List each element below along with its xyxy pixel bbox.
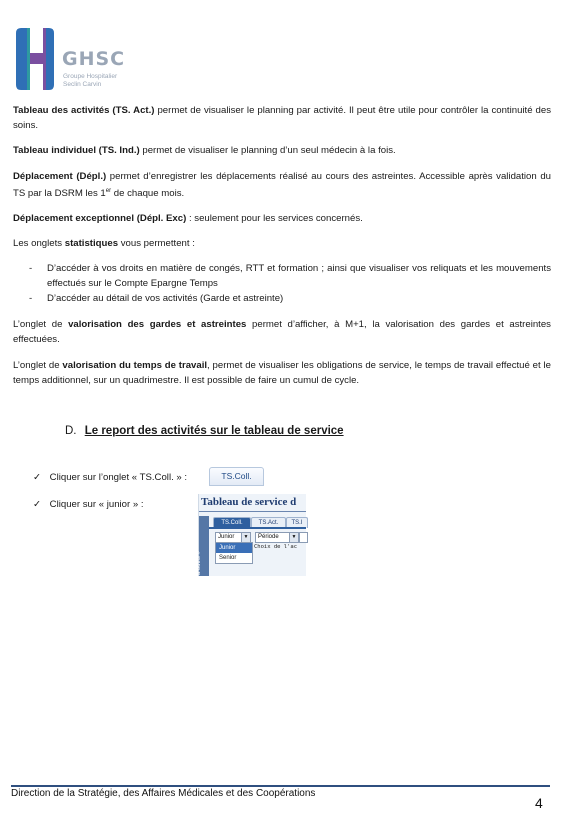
paragraph-text: vous permettent :: [118, 238, 195, 250]
tab-ts-ind[interactable]: TS.I: [286, 517, 308, 528]
paragraph-valorisation-temps: [13, 358, 551, 388]
chevron-down-icon[interactable]: ▼: [289, 533, 298, 542]
logo-subtitle-line2: Seclin Carvin: [63, 80, 102, 88]
logo-subtitle-line1: Groupe Hospitalier: [63, 73, 118, 80]
paragraph-text-before: L’onglet de: [13, 360, 63, 372]
tab-ts-act[interactable]: TS.Act.: [251, 517, 286, 528]
superscript-er: er: [105, 188, 112, 194]
paragraph-statistiques: [13, 236, 551, 251]
term-valorisation-gardes: valorisation des gardes et astreintes: [68, 319, 247, 331]
list-item-text: D’accéder au détail de vos activités (Garde et astreinte): [47, 293, 284, 305]
section-heading: [65, 425, 344, 437]
paragraph-ts-ind: [13, 143, 551, 158]
check-icon: ✓: [33, 472, 42, 483]
paragraph-text: permet d’afficher, à M+1, la valorisation des gardes et astreintes effectuées.: [13, 319, 551, 346]
paragraph-ts-act: [13, 103, 551, 133]
toolbox-sidebar[interactable]: [195, 516, 209, 587]
term-depl-exc: Déplacement exceptionnel (Dépl. Exc): [13, 213, 187, 225]
term-ts-act: Tableau des activités (TS. Act.): [13, 105, 155, 116]
term-ts-ind: Tableau individuel (TS. Ind.): [13, 145, 140, 156]
list-item: [13, 261, 551, 291]
page-number: 4: [535, 795, 543, 811]
logo-name: GHSC: [62, 48, 126, 70]
paragraph-valorisation-gardes: [13, 317, 551, 347]
step-click-junior: [33, 499, 144, 510]
step-click-tscoll: [33, 472, 187, 483]
paragraph-text-before: L’onglet de: [13, 319, 69, 331]
term-valorisation-temps: valorisation du temps de travail: [62, 360, 208, 372]
ghsc-h-icon: [14, 27, 56, 91]
document-body: [13, 103, 551, 388]
option-junior[interactable]: Junior: [216, 543, 252, 553]
list-item: [13, 291, 551, 306]
toolbox-sidebar-label: oîte à outils »: [195, 551, 202, 587]
check-icon: ✓: [33, 499, 42, 510]
tab-ts-coll[interactable]: TS.Coll.: [213, 517, 251, 528]
tab-strip: [209, 527, 306, 529]
list-item-text: D’accéder à vos droits en matière de congés, RTT et formation ; ainsi que visualiser vos reliquats et les mouvements effectués sur le Compte Epargne Temps: [47, 263, 551, 290]
paragraph-text: , permet de visualiser les obligations de service, le temps de travail effectué et le temps additionnel, sur un quadrimestre. Il est possible de faire un cumul de cycle.: [13, 360, 551, 387]
period-select[interactable]: [255, 532, 299, 543]
grade-select-value: Junior: [218, 534, 235, 540]
statistics-list: [13, 261, 551, 306]
section-title: Le report des activités sur le tableau de service: [84, 425, 344, 437]
option-senior[interactable]: Senior: [219, 555, 237, 561]
footer-text: Direction de la Stratégie, des Affaires Médicales et des Coopérations: [11, 788, 316, 799]
ghsc-logo: [14, 27, 124, 92]
paragraph-text: permet d’enregistrer les déplacements réalisé au cours des astreintes. Accessible après validation du TS par la DSRM les 1: [13, 171, 551, 200]
list-dash: -: [29, 263, 33, 275]
paragraph-depl-exc: [13, 211, 551, 226]
screenshot-title: Tableau de service d: [201, 496, 297, 508]
section-letter: D.: [65, 425, 77, 437]
choice-activity-text: Choix de l'ac: [254, 544, 298, 550]
chevron-down-icon[interactable]: ▼: [241, 533, 250, 542]
step-text: Cliquer sur « junior » :: [49, 499, 144, 510]
paragraph-text: permet de visualiser le planning d’un seul médecin à la fois.: [139, 145, 396, 156]
tscoll-tab-button[interactable]: TS.Coll.: [209, 467, 264, 486]
paragraph-text: : seulement pour les services concernés.: [186, 213, 363, 225]
footer-divider: [11, 785, 550, 787]
list-dash: -: [29, 293, 33, 305]
screenshot-title-underline: [199, 511, 306, 512]
term-depl: Déplacement (Dépl.): [13, 171, 107, 182]
paragraph-text-after: de chaque mois.: [111, 188, 185, 200]
step-text: Cliquer sur l’onglet « TS.Coll. » :: [49, 472, 188, 483]
paragraph-text-before: Les onglets: [13, 238, 65, 250]
logo-subtitle: [63, 73, 117, 88]
tableau-service-screenshot: [195, 494, 306, 587]
paragraph-text: permet de visualiser le planning par activité. Il peut être utile pour contrôler la continuité des soins.: [13, 105, 551, 131]
period-select-value: Période: [258, 534, 279, 540]
paragraph-depl: [13, 169, 551, 201]
grade-dropdown-options: [215, 542, 253, 564]
term-statistiques: statistiques: [64, 238, 119, 250]
extra-select-stub[interactable]: [299, 532, 308, 543]
